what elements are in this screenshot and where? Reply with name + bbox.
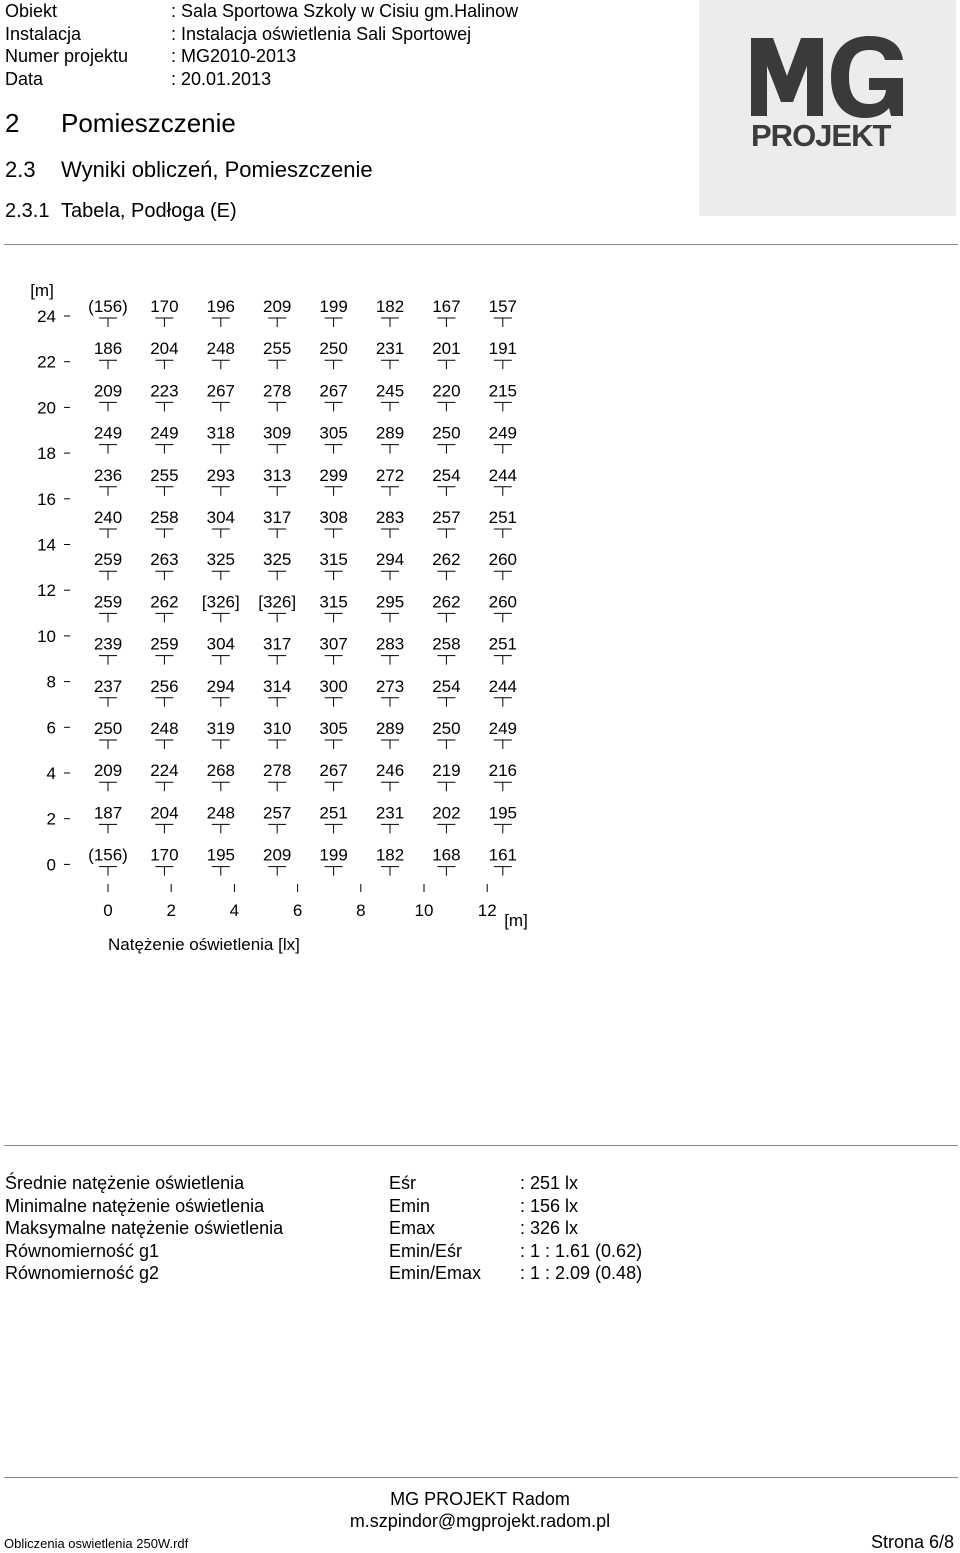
grid-value: 283 bbox=[375, 634, 405, 654]
mg-logo-mark bbox=[747, 30, 907, 120]
summary-row-maximum bbox=[5, 1217, 642, 1240]
grid-value: 258 bbox=[432, 634, 461, 654]
grid-value: 249 bbox=[93, 423, 123, 443]
grid-value: 257 bbox=[263, 803, 292, 823]
grid-value: 315 bbox=[319, 550, 348, 570]
grid-value: 289 bbox=[375, 423, 405, 443]
grid-value: 325 bbox=[263, 550, 292, 570]
illuminance-grid bbox=[0, 270, 560, 970]
grid-value: 237 bbox=[93, 676, 123, 696]
grid-value: 305 bbox=[319, 719, 348, 738]
x-tick-label: 10 bbox=[414, 901, 434, 920]
header-row-object bbox=[5, 0, 518, 23]
grid-value: 251 bbox=[319, 803, 348, 823]
grid-value: 216 bbox=[488, 761, 517, 781]
subsection-heading bbox=[5, 157, 373, 183]
grid-value: 309 bbox=[263, 423, 292, 443]
footer-email: m.szpindor@mgprojekt.radom.pl bbox=[349, 1511, 611, 1531]
grid-value: 248 bbox=[150, 719, 179, 738]
grid-value: 260 bbox=[488, 550, 517, 570]
footer-filename: Obliczenia oswietlenia 250W.rdf bbox=[4, 1536, 189, 1551]
header-value: : Instalacja oświetlenia Sali Sportowej bbox=[171, 23, 472, 44]
header-label: Obiekt bbox=[5, 1, 58, 21]
grid-value: 262 bbox=[150, 592, 179, 612]
y-tick-label: 16 bbox=[37, 489, 56, 509]
grid-value: 199 bbox=[319, 297, 348, 316]
summary-value: : 156 lx bbox=[520, 1195, 579, 1216]
grid-value: 255 bbox=[150, 465, 179, 485]
grid-value: 249 bbox=[150, 423, 179, 443]
grid-value: 307 bbox=[319, 634, 348, 654]
grid-value: 231 bbox=[375, 339, 405, 359]
grid-value: 268 bbox=[206, 761, 235, 781]
grid-value: 318 bbox=[206, 423, 235, 443]
grid-value: 223 bbox=[150, 381, 179, 401]
grid-value: 300 bbox=[319, 676, 348, 696]
grid-value: 313 bbox=[263, 465, 292, 485]
summary-row-minimum bbox=[5, 1195, 642, 1218]
summary-label: Minimalne natężenie oświetlenia bbox=[5, 1195, 265, 1216]
grid-value: 219 bbox=[432, 761, 461, 781]
summary-label: Równomierność g2 bbox=[5, 1263, 160, 1283]
grid-value: 294 bbox=[206, 676, 235, 696]
grid-value: 209 bbox=[93, 761, 123, 781]
summary-row-average bbox=[5, 1172, 642, 1195]
results-summary bbox=[5, 1172, 642, 1285]
y-tick-label: 2 bbox=[46, 809, 56, 829]
grid-value: 167 bbox=[432, 297, 461, 316]
grid-value: 204 bbox=[150, 803, 179, 823]
subsubsection-number: 2.3.1 bbox=[5, 200, 50, 222]
grid-value: 161 bbox=[488, 845, 517, 865]
summary-symbol: Emax bbox=[389, 1218, 436, 1238]
summary-row-uniformity-g1 bbox=[5, 1240, 642, 1263]
grid-value: [326] bbox=[258, 592, 297, 612]
summary-value: : 251 lx bbox=[520, 1173, 579, 1193]
grid-value: 259 bbox=[93, 592, 123, 612]
x-tick-label: 4 bbox=[229, 901, 240, 920]
grid-value: 249 bbox=[488, 423, 517, 443]
grid-value: 209 bbox=[263, 845, 292, 865]
grid-value: 245 bbox=[375, 381, 405, 401]
summary-symbol: Emin bbox=[389, 1195, 431, 1216]
grid-value: 262 bbox=[432, 550, 461, 570]
grid-value: 289 bbox=[375, 719, 405, 738]
summary-label: Równomierność g1 bbox=[5, 1240, 160, 1261]
header-value: : 20.01.2013 bbox=[171, 68, 272, 89]
grid-value: 168 bbox=[432, 845, 461, 865]
header-value: : MG2010-2013 bbox=[171, 46, 297, 66]
grid-value: 283 bbox=[375, 508, 405, 527]
grid-value: (156) bbox=[88, 845, 128, 865]
grid-value: 260 bbox=[488, 592, 517, 612]
x-tick-label: 0 bbox=[103, 901, 113, 920]
y-tick-label: 4 bbox=[46, 764, 56, 783]
y-tick-label: 0 bbox=[46, 855, 56, 875]
grid-value: 258 bbox=[150, 508, 179, 527]
company-logo bbox=[699, 0, 956, 216]
y-tick-label: 6 bbox=[46, 718, 56, 738]
header-label: Numer projektu bbox=[5, 46, 129, 66]
section-title: Pomieszczenie bbox=[61, 108, 236, 138]
summary-label: Maksymalne natężenie oświetlenia bbox=[5, 1218, 284, 1238]
footer-company: MG PROJEKT Radom bbox=[390, 1489, 570, 1509]
header-divider bbox=[4, 244, 958, 245]
grid-value: 278 bbox=[263, 381, 292, 401]
grid-value: 182 bbox=[375, 845, 405, 865]
grid-value: 317 bbox=[263, 508, 292, 527]
header-label: Instalacja bbox=[5, 23, 82, 44]
summary-symbol: Emin/Eśr bbox=[389, 1240, 463, 1261]
summary-value: : 1 : 2.09 (0.48) bbox=[520, 1263, 643, 1283]
grid-value: 204 bbox=[150, 339, 179, 359]
grid-value: 231 bbox=[375, 803, 405, 823]
y-tick-label: 14 bbox=[37, 535, 56, 555]
grid-value: 299 bbox=[319, 465, 348, 485]
summary-divider bbox=[4, 1145, 958, 1146]
grid-value: 267 bbox=[319, 381, 348, 401]
grid-value: 250 bbox=[432, 719, 461, 738]
grid-value: 250 bbox=[432, 423, 461, 443]
grid-value: 240 bbox=[93, 508, 123, 527]
grid-value: 273 bbox=[375, 676, 405, 696]
x-tick-label: 2 bbox=[166, 901, 176, 920]
subsection-title: Wyniki obliczeń, Pomieszczenie bbox=[61, 157, 373, 182]
grid-value: 278 bbox=[263, 761, 292, 781]
y-tick-label: 8 bbox=[46, 672, 56, 692]
grid-value: 248 bbox=[206, 339, 235, 359]
summary-symbol: Emin/Emax bbox=[389, 1263, 482, 1283]
header-row-installation bbox=[5, 23, 518, 46]
summary-value: : 326 lx bbox=[520, 1218, 579, 1238]
grid-value: 196 bbox=[206, 297, 235, 316]
header-value: : Sala Sportowa Szkoly w Cisiu gm.Halinow bbox=[171, 1, 519, 21]
y-tick-label: 18 bbox=[37, 444, 56, 464]
grid-value: 319 bbox=[206, 719, 235, 738]
grid-value: 244 bbox=[488, 676, 517, 696]
y-tick-label: 22 bbox=[37, 352, 56, 372]
grid-value: 256 bbox=[150, 676, 179, 696]
footer-page-number: Strona 6/8 bbox=[870, 1532, 954, 1552]
x-tick-label: 12 bbox=[477, 901, 497, 920]
grid-value: 250 bbox=[93, 719, 123, 738]
grid-value: 202 bbox=[432, 803, 461, 823]
grid-value: 254 bbox=[432, 465, 461, 485]
grid-value: 246 bbox=[375, 761, 405, 781]
grid-value: 199 bbox=[319, 845, 348, 865]
grid-value: 317 bbox=[263, 634, 292, 654]
header-row-date bbox=[5, 68, 518, 91]
grid-value: 304 bbox=[206, 508, 235, 527]
y-tick-label: 24 bbox=[37, 307, 56, 326]
grid-value: 244 bbox=[488, 465, 517, 485]
x-tick-label: 8 bbox=[356, 901, 366, 920]
x-axis-unit: [m] bbox=[504, 911, 528, 930]
y-tick-label: 12 bbox=[37, 581, 56, 601]
grid-value: 310 bbox=[263, 719, 292, 738]
grid-value: 248 bbox=[206, 803, 235, 823]
grid-value: 209 bbox=[263, 297, 292, 316]
grid-value: 186 bbox=[93, 339, 123, 359]
summary-label: Średnie natężenie oświetlenia bbox=[5, 1173, 245, 1193]
grid-value: 215 bbox=[488, 381, 517, 401]
summary-value: : 1 : 1.61 (0.62) bbox=[520, 1240, 643, 1261]
subsection-number: 2.3 bbox=[5, 157, 36, 182]
grid-value: 251 bbox=[488, 634, 517, 654]
grid-value: 267 bbox=[206, 381, 235, 401]
x-tick-label: 6 bbox=[292, 901, 303, 920]
subsubsection-heading bbox=[5, 200, 237, 223]
grid-value: 259 bbox=[150, 634, 179, 654]
section-number: 2 bbox=[5, 108, 20, 138]
grid-value: 236 bbox=[93, 465, 123, 485]
grid-value: 267 bbox=[319, 761, 348, 781]
grid-value: 314 bbox=[263, 676, 292, 696]
grid-value: 201 bbox=[432, 339, 461, 359]
grid-value: 209 bbox=[93, 381, 123, 401]
project-header bbox=[5, 0, 518, 90]
grid-value: 170 bbox=[150, 845, 179, 865]
grid-value: (156) bbox=[88, 297, 128, 316]
grid-value: 224 bbox=[150, 761, 179, 781]
grid-value: 250 bbox=[319, 339, 348, 359]
grid-value: 257 bbox=[432, 508, 461, 527]
grid-value: 251 bbox=[488, 508, 517, 527]
grid-value: 220 bbox=[432, 381, 461, 401]
grid-caption: Natężenie oświetlenia [lx] bbox=[108, 935, 300, 954]
section-heading bbox=[5, 108, 236, 139]
grid-value: 308 bbox=[319, 508, 348, 527]
grid-value: 195 bbox=[488, 803, 517, 823]
header-label: Data bbox=[5, 68, 44, 89]
subsubsection-title: Tabela, Podłoga (E) bbox=[61, 200, 237, 222]
grid-value: 304 bbox=[206, 634, 235, 654]
grid-value: 294 bbox=[375, 550, 405, 570]
summary-row-uniformity-g2 bbox=[5, 1262, 642, 1285]
grid-value: 305 bbox=[319, 423, 348, 443]
y-tick-label: 10 bbox=[37, 626, 56, 646]
grid-value: 263 bbox=[150, 550, 179, 570]
logo-projekt-text: PROJEKT bbox=[751, 118, 891, 153]
grid-value: 191 bbox=[488, 339, 517, 359]
grid-value: 170 bbox=[150, 297, 179, 316]
grid-value: 157 bbox=[488, 297, 517, 316]
grid-value: 259 bbox=[93, 550, 123, 570]
grid-value: [326] bbox=[201, 592, 240, 612]
grid-value: 255 bbox=[263, 339, 292, 359]
y-axis-unit: [m] bbox=[30, 281, 54, 300]
header-row-project-number bbox=[5, 45, 518, 68]
grid-value: 195 bbox=[206, 845, 235, 865]
grid-value: 187 bbox=[93, 803, 123, 823]
grid-value: 315 bbox=[319, 592, 348, 612]
grid-value: 295 bbox=[375, 592, 405, 612]
grid-value: 182 bbox=[375, 297, 405, 316]
grid-value: 293 bbox=[206, 465, 235, 485]
grid-value: 254 bbox=[432, 676, 461, 696]
grid-value: 239 bbox=[93, 634, 123, 654]
grid-value: 249 bbox=[488, 719, 517, 738]
grid-value: 272 bbox=[375, 465, 405, 485]
grid-value: 262 bbox=[432, 592, 461, 612]
footer-divider bbox=[4, 1477, 958, 1478]
grid-value: 325 bbox=[206, 550, 235, 570]
summary-symbol: Eśr bbox=[389, 1173, 416, 1193]
y-tick-label: 20 bbox=[37, 398, 56, 418]
